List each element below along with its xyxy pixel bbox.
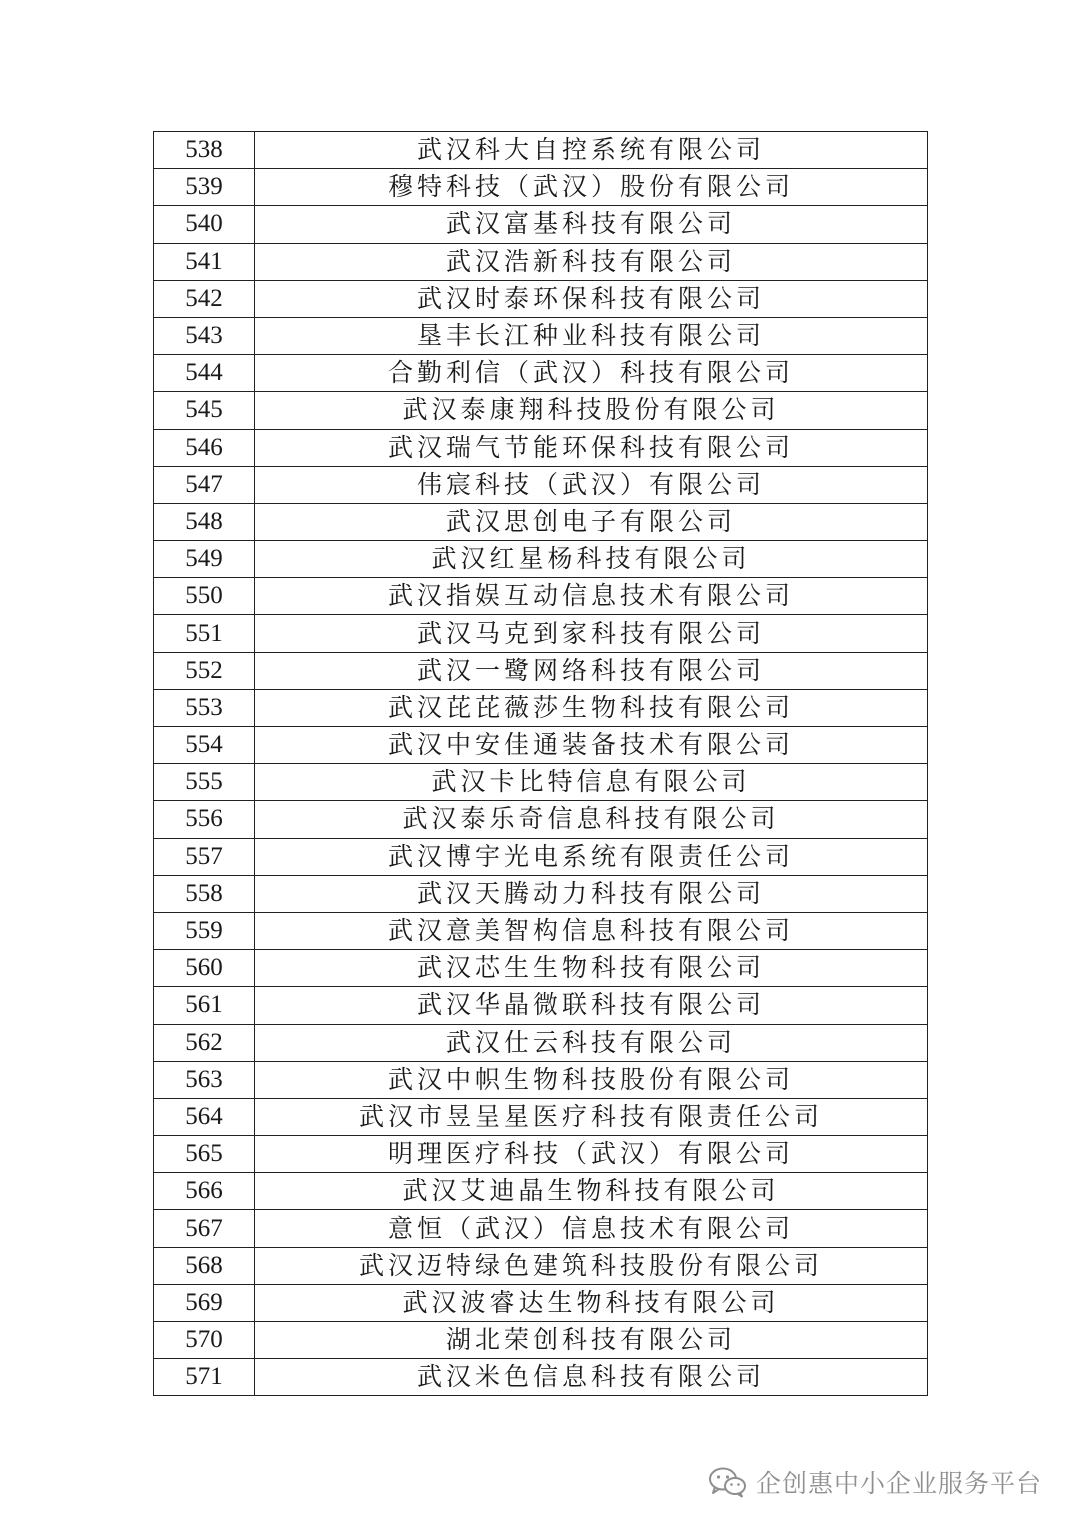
table-row <box>154 1247 928 1284</box>
row-number: 547 <box>154 466 255 503</box>
row-number: 563 <box>154 1061 255 1098</box>
row-number: 570 <box>154 1322 255 1359</box>
table-row <box>154 950 928 987</box>
company-name: 武汉芘芘薇莎生物科技有限公司 <box>255 689 928 726</box>
table-row <box>154 541 928 578</box>
company-name: 武汉卡比特信息有限公司 <box>255 764 928 801</box>
table-row <box>154 1359 928 1396</box>
company-name: 武汉博宇光电系统有限责任公司 <box>255 838 928 875</box>
company-name: 武汉红星杨科技有限公司 <box>255 541 928 578</box>
company-name: 武汉华晶微联科技有限公司 <box>255 987 928 1024</box>
company-name: 武汉米色信息科技有限公司 <box>255 1359 928 1396</box>
row-number: 552 <box>154 652 255 689</box>
row-number: 560 <box>154 950 255 987</box>
table-row <box>154 912 928 949</box>
table-body <box>154 132 928 1396</box>
row-number: 565 <box>154 1136 255 1173</box>
row-number: 555 <box>154 764 255 801</box>
company-name: 明理医疗科技（武汉）有限公司 <box>255 1136 928 1173</box>
row-number: 569 <box>154 1284 255 1321</box>
company-name: 武汉指娱互动信息技术有限公司 <box>255 578 928 615</box>
table-row <box>154 578 928 615</box>
table-row <box>154 466 928 503</box>
company-name: 湖北荣创科技有限公司 <box>255 1322 928 1359</box>
table-row <box>154 1284 928 1321</box>
company-name: 武汉瑞气节能环保科技有限公司 <box>255 429 928 466</box>
company-name: 武汉富基科技有限公司 <box>255 206 928 243</box>
row-number: 548 <box>154 503 255 540</box>
table-row <box>154 317 928 354</box>
row-number: 567 <box>154 1210 255 1247</box>
row-number: 543 <box>154 317 255 354</box>
table-row <box>154 838 928 875</box>
company-name: 武汉艾迪晶生物科技有限公司 <box>255 1173 928 1210</box>
table-row <box>154 615 928 652</box>
company-name: 武汉迈特绿色建筑科技股份有限公司 <box>255 1247 928 1284</box>
watermark <box>708 1462 1042 1502</box>
row-number: 554 <box>154 727 255 764</box>
table-row <box>154 280 928 317</box>
table-row <box>154 169 928 206</box>
table-row <box>154 392 928 429</box>
table-row <box>154 1024 928 1061</box>
company-name: 武汉意美智构信息科技有限公司 <box>255 912 928 949</box>
table-row <box>154 987 928 1024</box>
row-number: 556 <box>154 801 255 838</box>
company-name: 武汉波睿达生物科技有限公司 <box>255 1284 928 1321</box>
table-row <box>154 1210 928 1247</box>
row-number: 545 <box>154 392 255 429</box>
row-number: 566 <box>154 1173 255 1210</box>
table-row <box>154 1136 928 1173</box>
row-number: 544 <box>154 355 255 392</box>
company-name: 垦丰长江种业科技有限公司 <box>255 317 928 354</box>
row-number: 559 <box>154 912 255 949</box>
row-number: 546 <box>154 429 255 466</box>
table-row <box>154 764 928 801</box>
table-row <box>154 652 928 689</box>
table-row <box>154 689 928 726</box>
row-number: 538 <box>154 132 255 169</box>
company-name: 武汉科大自控系统有限公司 <box>255 132 928 169</box>
company-name: 武汉市昱呈星医疗科技有限责任公司 <box>255 1098 928 1135</box>
table-row <box>154 875 928 912</box>
table-row <box>154 503 928 540</box>
row-number: 562 <box>154 1024 255 1061</box>
row-number: 564 <box>154 1098 255 1135</box>
company-name: 武汉泰乐奇信息科技有限公司 <box>255 801 928 838</box>
row-number: 541 <box>154 243 255 280</box>
row-number: 550 <box>154 578 255 615</box>
company-name: 合勤利信（武汉）科技有限公司 <box>255 355 928 392</box>
table-row <box>154 355 928 392</box>
row-number: 549 <box>154 541 255 578</box>
table-row <box>154 1322 928 1359</box>
company-name: 武汉思创电子有限公司 <box>255 503 928 540</box>
row-number: 571 <box>154 1359 255 1396</box>
table-row <box>154 1173 928 1210</box>
row-number: 553 <box>154 689 255 726</box>
row-number: 540 <box>154 206 255 243</box>
company-name: 穆特科技（武汉）股份有限公司 <box>255 169 928 206</box>
table-row <box>154 243 928 280</box>
table-row <box>154 801 928 838</box>
row-number: 557 <box>154 838 255 875</box>
company-name: 武汉泰康翔科技股份有限公司 <box>255 392 928 429</box>
wechat-icon <box>708 1466 748 1498</box>
row-number: 539 <box>154 169 255 206</box>
row-number: 568 <box>154 1247 255 1284</box>
company-name: 武汉芯生生物科技有限公司 <box>255 950 928 987</box>
row-number: 551 <box>154 615 255 652</box>
company-name: 武汉中帜生物科技股份有限公司 <box>255 1061 928 1098</box>
row-number: 542 <box>154 280 255 317</box>
watermark-text: 企创惠中小企业服务平台 <box>755 1469 1042 1498</box>
table-row <box>154 206 928 243</box>
company-name: 意恒（武汉）信息技术有限公司 <box>255 1210 928 1247</box>
company-name: 武汉马克到家科技有限公司 <box>255 615 928 652</box>
table-row <box>154 1061 928 1098</box>
company-name: 武汉天腾动力科技有限公司 <box>255 875 928 912</box>
company-name: 武汉中安佳通装备技术有限公司 <box>255 727 928 764</box>
table-row <box>154 727 928 764</box>
company-name: 武汉时泰环保科技有限公司 <box>255 280 928 317</box>
company-name: 武汉浩新科技有限公司 <box>255 243 928 280</box>
table-row <box>154 132 928 169</box>
row-number: 558 <box>154 875 255 912</box>
company-name: 武汉一鹭网络科技有限公司 <box>255 652 928 689</box>
row-number: 561 <box>154 987 255 1024</box>
company-list-table <box>153 131 928 1396</box>
table-row <box>154 1098 928 1135</box>
company-name: 伟宸科技（武汉）有限公司 <box>255 466 928 503</box>
company-name: 武汉仕云科技有限公司 <box>255 1024 928 1061</box>
table-row <box>154 429 928 466</box>
